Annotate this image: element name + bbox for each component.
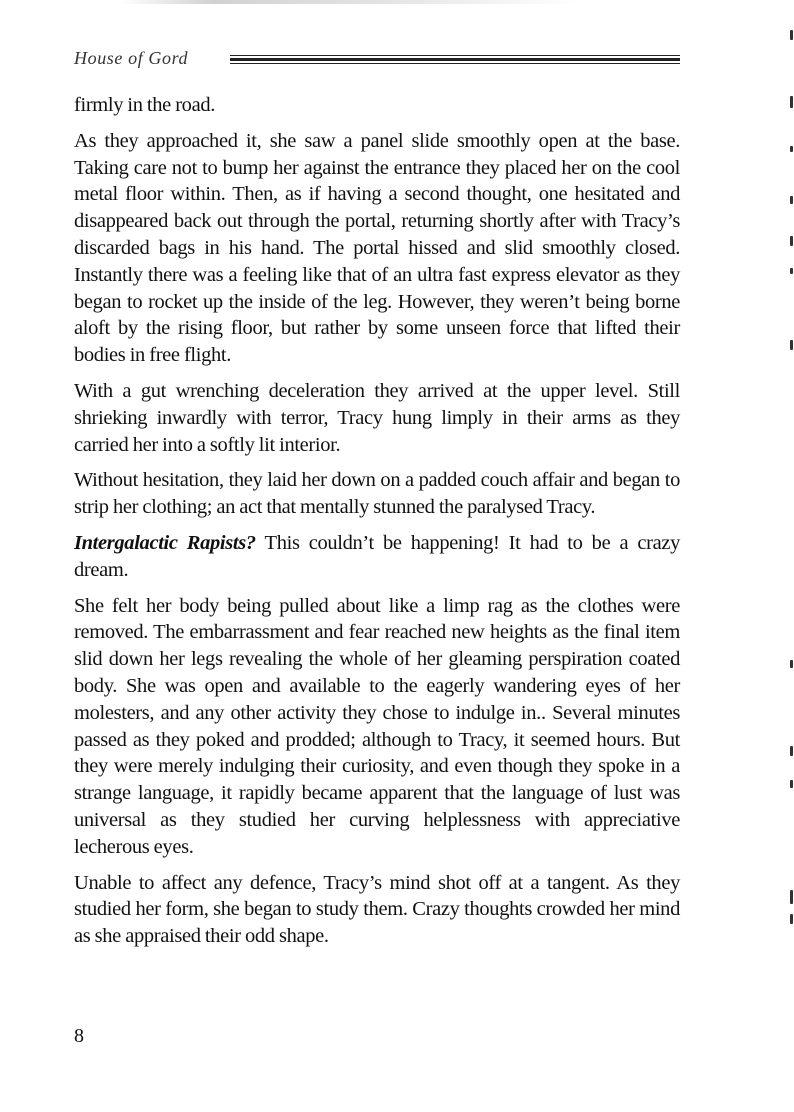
paragraph-text: This couldn’t be happening! It had to be a crazy dream. (74, 531, 680, 581)
paragraph-text: Without hesitation, they laid her down on a padded couch affair and began to strip her clothing; an act that mentally stunned the paralysed Tracy. (74, 469, 680, 519)
paragraph-text: Unable to affect any defence, Tracy’s mind shot off at a tangent. As they studied her form, she began to study them. Crazy thoughts crowded her mind as she appraised their odd shape. (74, 871, 680, 948)
scan-edge-marks (786, 0, 794, 1112)
paragraph-text: firmly in the road. (74, 94, 216, 116)
page-number: 8 (74, 1025, 84, 1047)
paragraph-text: As they approached it, she saw a panel slide smoothly open at the base. Taking care not to bump her against the entrance they placed her on the cool metal floor within. Then, as if having a second thought, one hesitated and disappeared back out through the portal, returning shortly after with Tracy’s discarded bags in his hand. The portal hissed and slid smoothly closed. Instantly there was a feeling like that of an ultra fast express elevator as they began to rocket up the inside of the leg. However, they weren’t being borne aloft by the rising floor, but rather by some unseen force that lifted their bodies in free flight. (74, 129, 680, 367)
paragraph-text: She felt her body being pulled about like a limp rag as the clothes were removed. The embarrassment and fear reached new heights as the final item slid down her legs revealing the whole of her gleaming perspiration coated body. She was open and available to the eagerly wandering eyes of her molesters, and any other activity they chose to indulge in.. Several minutes passed as they poked and prodded; although to Tracy, it seemed hours. But they were merely indulging their curiosity, and even though they spoke in a strange language, it rapidly became apparent that the language of lust was universal as they studied her curving helplessness with appreciative lecherous eyes. (74, 594, 680, 858)
paragraph (74, 378, 680, 458)
rule-line-thick (230, 58, 680, 61)
paragraph-text: With a gut wrenching deceleration they arrived at the upper level. Still shrieking inwardly with terror, Tracy hung limply in their arms as they carried her into a softly lit interior. (74, 379, 680, 456)
header-rule (230, 55, 680, 67)
scan-smudge (120, 0, 580, 4)
rule-line-thin-bottom (230, 63, 680, 64)
paragraph (74, 870, 680, 950)
rule-line-thin-top (230, 55, 680, 56)
running-title: House of Gord (74, 48, 189, 68)
emphasized-text: Intergalactic Rapists? (74, 531, 256, 554)
paragraph (74, 128, 680, 369)
paragraph (74, 92, 680, 119)
paragraph (74, 467, 680, 521)
running-header (74, 46, 680, 74)
body-text (74, 92, 680, 959)
paragraph (74, 530, 680, 584)
paragraph (74, 593, 680, 861)
